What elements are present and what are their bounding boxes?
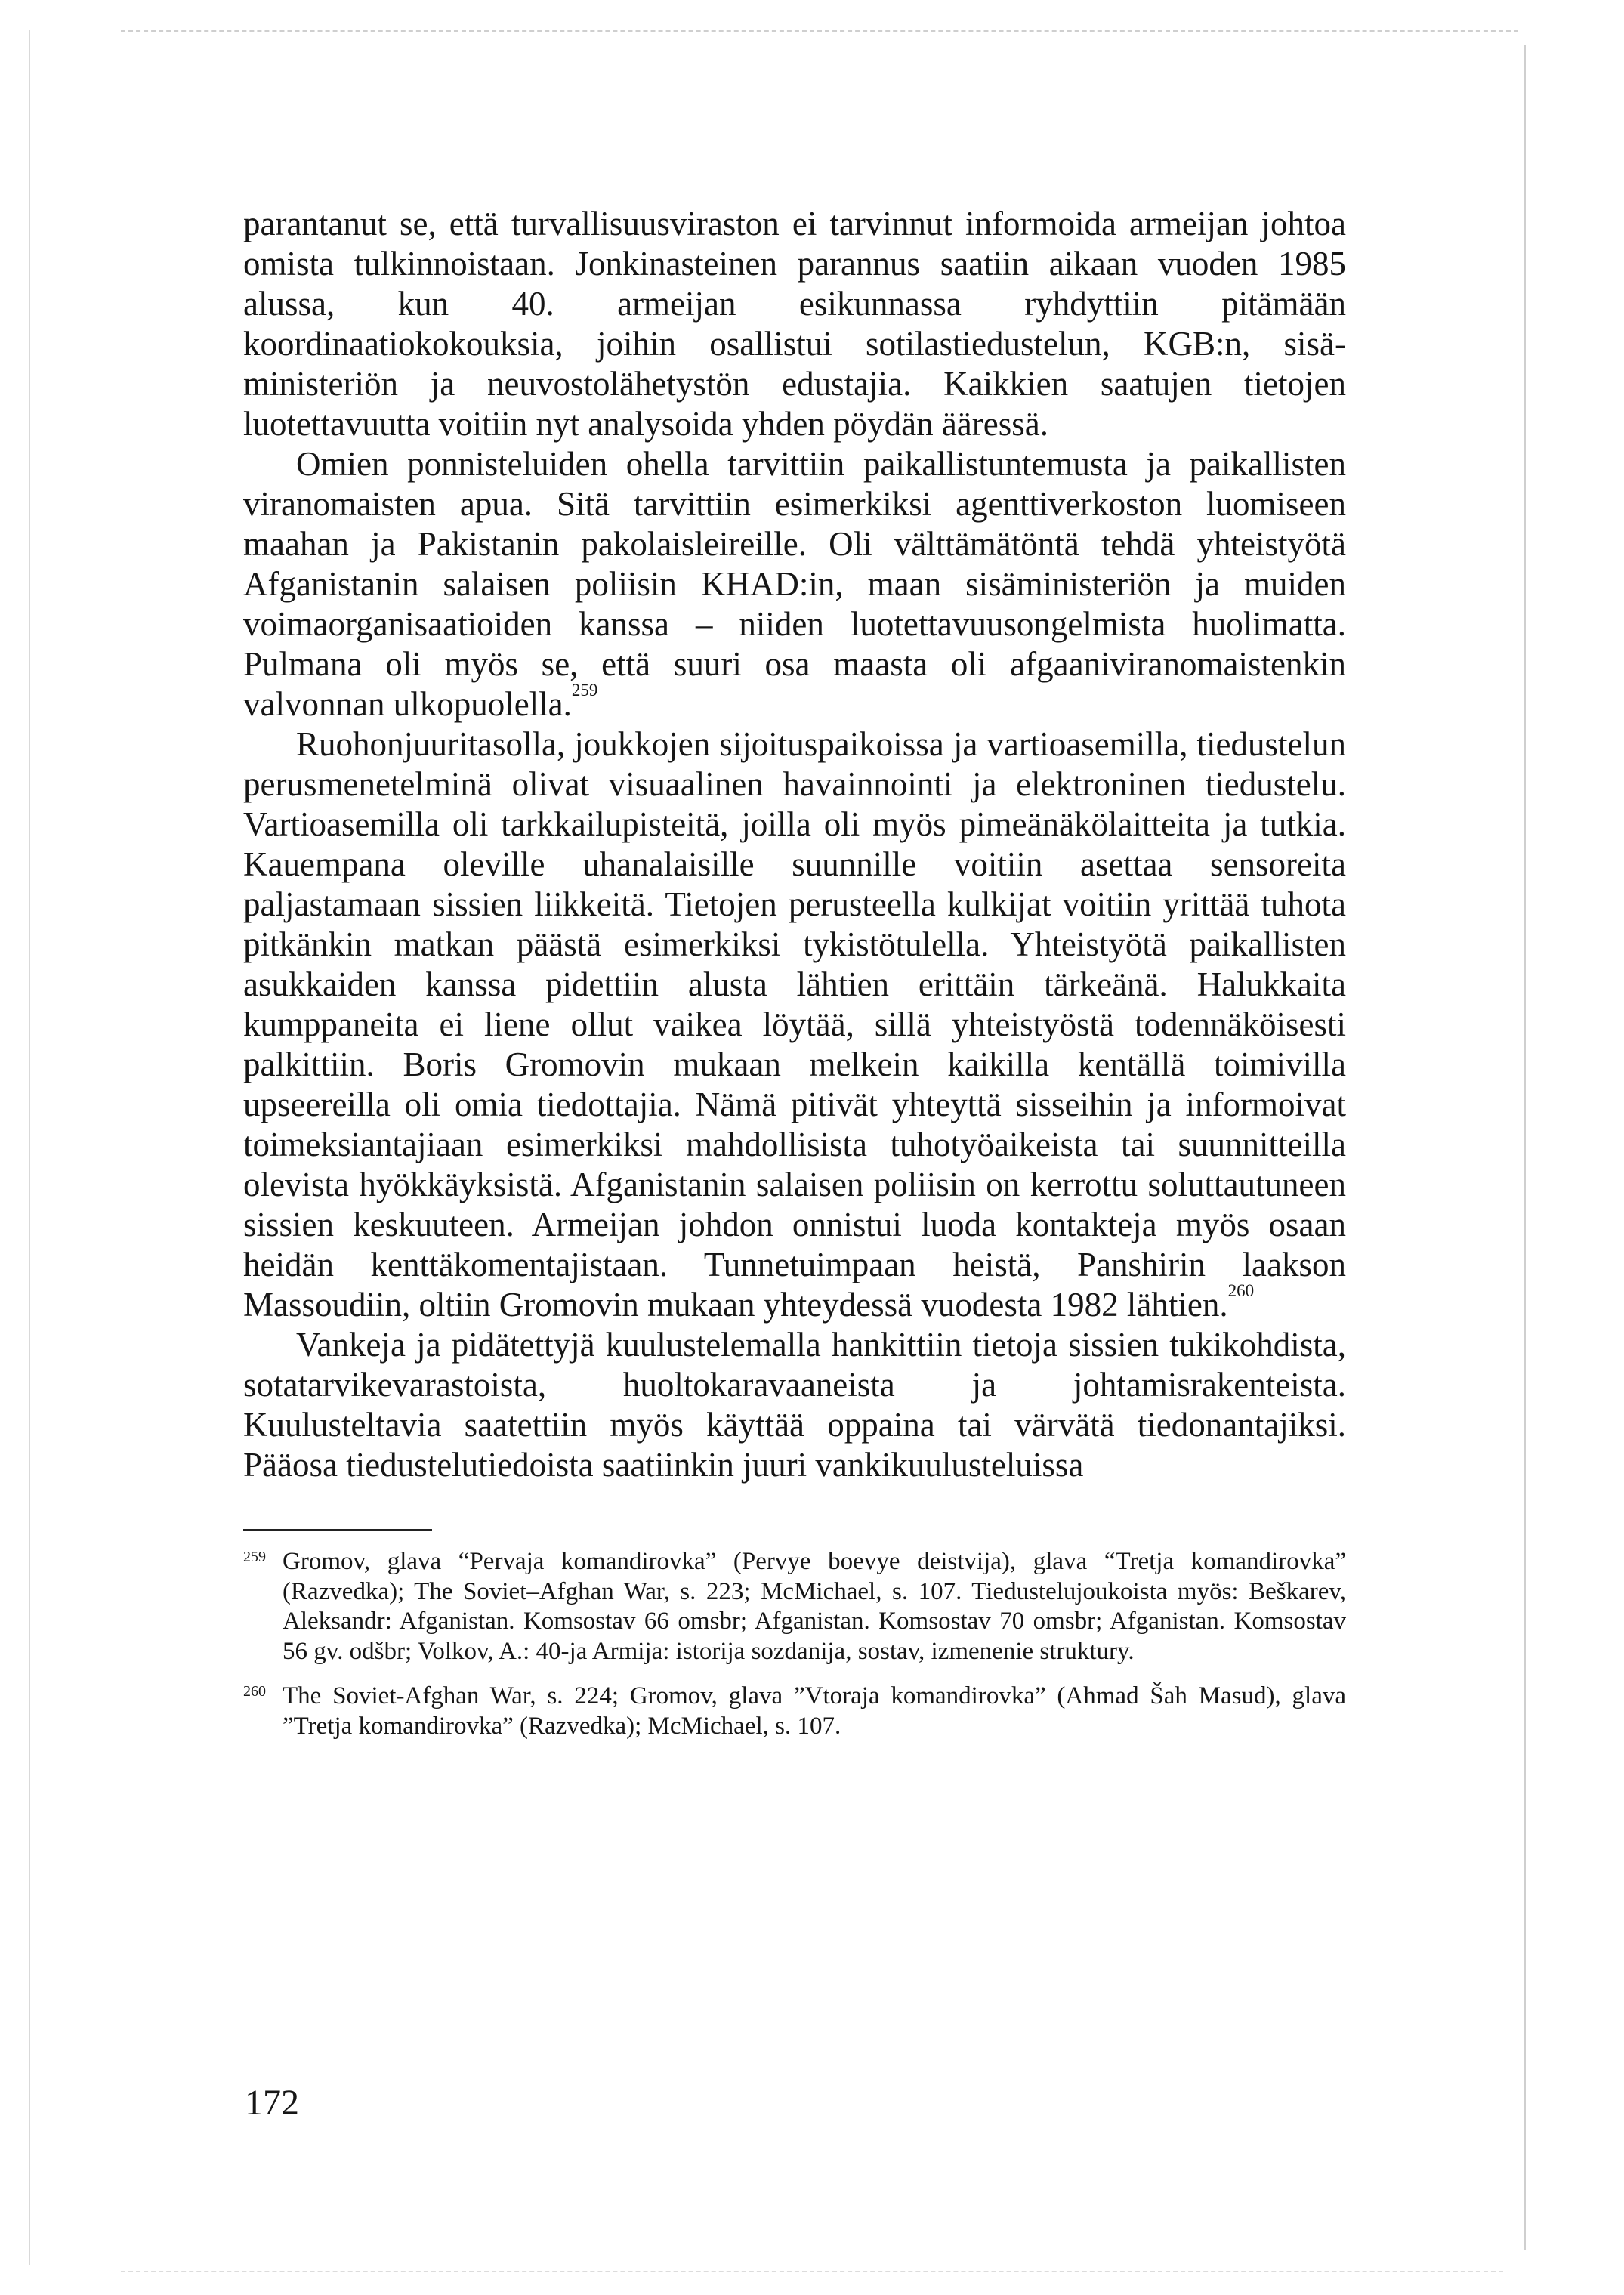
footnote-260 — [243, 1682, 1346, 1741]
footnote-text: The Soviet-Afghan War, s. 224; Gromov, glava ”Vtoraja komandirovka” (Ahmad Šah Masud), glava ”Tretja komandirovka” (Razvedka); McMichael, s. 107. — [283, 1682, 1346, 1740]
footnote-divider — [243, 1529, 432, 1531]
page-content — [243, 204, 1346, 1756]
scan-edge-top — [121, 30, 1518, 32]
footnote-number: 259 — [243, 1549, 266, 1565]
paragraph-text: parantanut se, että turvallisuusviraston ei tarvinnut informoida armeijan johtoa omista tulkinnoistaan. Jonkinasteinen parannus saatiin aikaan vuoden 1985 alussa, kun 40. armeijan esikunnassa ryhdyttiin pitämään koordinaatiokokouksia, joihin osallistui sotilastiedustelun, KGB:n, sisäministeriön ja neuvostolähetystön edustajia. Kaikkien saatujen tietojen luotettavuutta voitiin nyt analysoida yhden pöydän ääressä. — [243, 205, 1346, 443]
footnotes — [243, 1547, 1346, 1741]
scan-edge-left — [29, 30, 30, 2265]
paragraph — [243, 724, 1346, 1325]
paragraph-text: Omien ponnisteluiden ohella tarvittiin paikallistuntemusta ja paikallisten viranomaisten apua. Sitä tarvittiin esimerkiksi agenttiverkoston luomiseen maahan ja Pakistanin pakolaisleireille. Oli välttämätöntä tehdä yhteistyötä Afganistanin salaisen poliisin KHAD:in, maan sisäministeriön ja muiden voimaorganisaatioiden kanssa – niiden luotettavuusongelmista huolimatta. Pulmana oli myös se, että suuri osa maasta oli afgaaniviranomaistenkin valvonnan ulkopuolella. — [243, 445, 1346, 723]
paragraph-text: Ruohonjuuritasolla, joukkojen sijoituspaikoissa ja vartioasemilla, tiedustelun perusmenetelminä olivat visuaalinen havainnointi ja elektroninen tiedustelu. Vartioasemilla oli tarkkailupisteitä, joilla oli myös pimeänäkölaitteita ja tutkia. Kauempana oleville uhanalaisille suunnille voitiin asettaa sensoreita paljastamaan sissien liikkeitä. Tietojen perusteella kulkijat voitiin yrittää tuhota pitkänkin matkan päästä esimerkiksi tykistötulella. Yhteistyötä paikallisten asukkaiden kanssa pidettiin alusta lähtien erittäin tärkeänä. Halukkaita kumppaneita ei liene ollut vaikea löytää, sillä yhteistyöstä todennäköisesti palkittiin. Boris Gromovin mukaan melkein kaikilla kentällä toimivilla upseereilla oli omia tiedottajia. Nämä pitivät yhteyttä sisseihin ja informoivat toimeksiantajiaan esimerkiksi mahdollisista tuhotyöaikeista tai suunnitteilla olevista hyökkäyksistä. Afganistanin salaisen poliisin on kerrottu soluttautuneen sissien keskuuteen. Armeijan johdon onnistui luoda kontakteja myös osaan heidän kenttäkomentajistaan. Tunnetuimpaan heistä, Panshirin laakson Massoudiin, oltiin Gromovin mukaan yhteydessä vuodesta 1982 lähtien. — [243, 725, 1346, 1324]
paragraph — [243, 444, 1346, 724]
scan-edge-right — [1524, 45, 1526, 2250]
footnote-reference[interactable]: 259 — [571, 681, 598, 700]
paragraph-text: Vankeja ja pidätettyjä kuulustelemalla hankittiin tietoja sissien tukikohdista, sotatarvikevarastoista, huoltokaravaaneista ja johtamisrakenteista. Kuulusteltavia saatettiin myös käyttää oppaina tai värvätä tiedonantajiksi. Pääosa tiedustelutiedoista saatiinkin juuri vankikuulusteluissa — [243, 1326, 1346, 1484]
paragraph — [243, 204, 1346, 444]
footnote-number: 260 — [243, 1683, 266, 1700]
paragraph — [243, 1325, 1346, 1485]
scan-edge-bottom — [121, 2271, 1503, 2272]
footnote-text: Gromov, glava “Pervaja komandirovka” (Pervye boevye deistvija), glava “Tretja komandirovka” (Razvedka); The Soviet–Afghan War, s. 223; McMichael, s. 107. Tiedustelujoukoista myös: Beškarev, Aleksandr: Afganistan. Komsostav 66 omsbr; Afganistan. Komsostav 70 omsbr; Afganistan. Komsostav 56 gv. odšbr; Volkov, A.: 40-ja Armija: istorija sozdanija, sostav, izmenenie struktury. — [283, 1548, 1346, 1665]
footnote-259 — [243, 1547, 1346, 1666]
footnote-reference[interactable]: 260 — [1227, 1281, 1255, 1300]
page-number: 172 — [245, 2083, 299, 2123]
body-text — [243, 204, 1346, 1485]
